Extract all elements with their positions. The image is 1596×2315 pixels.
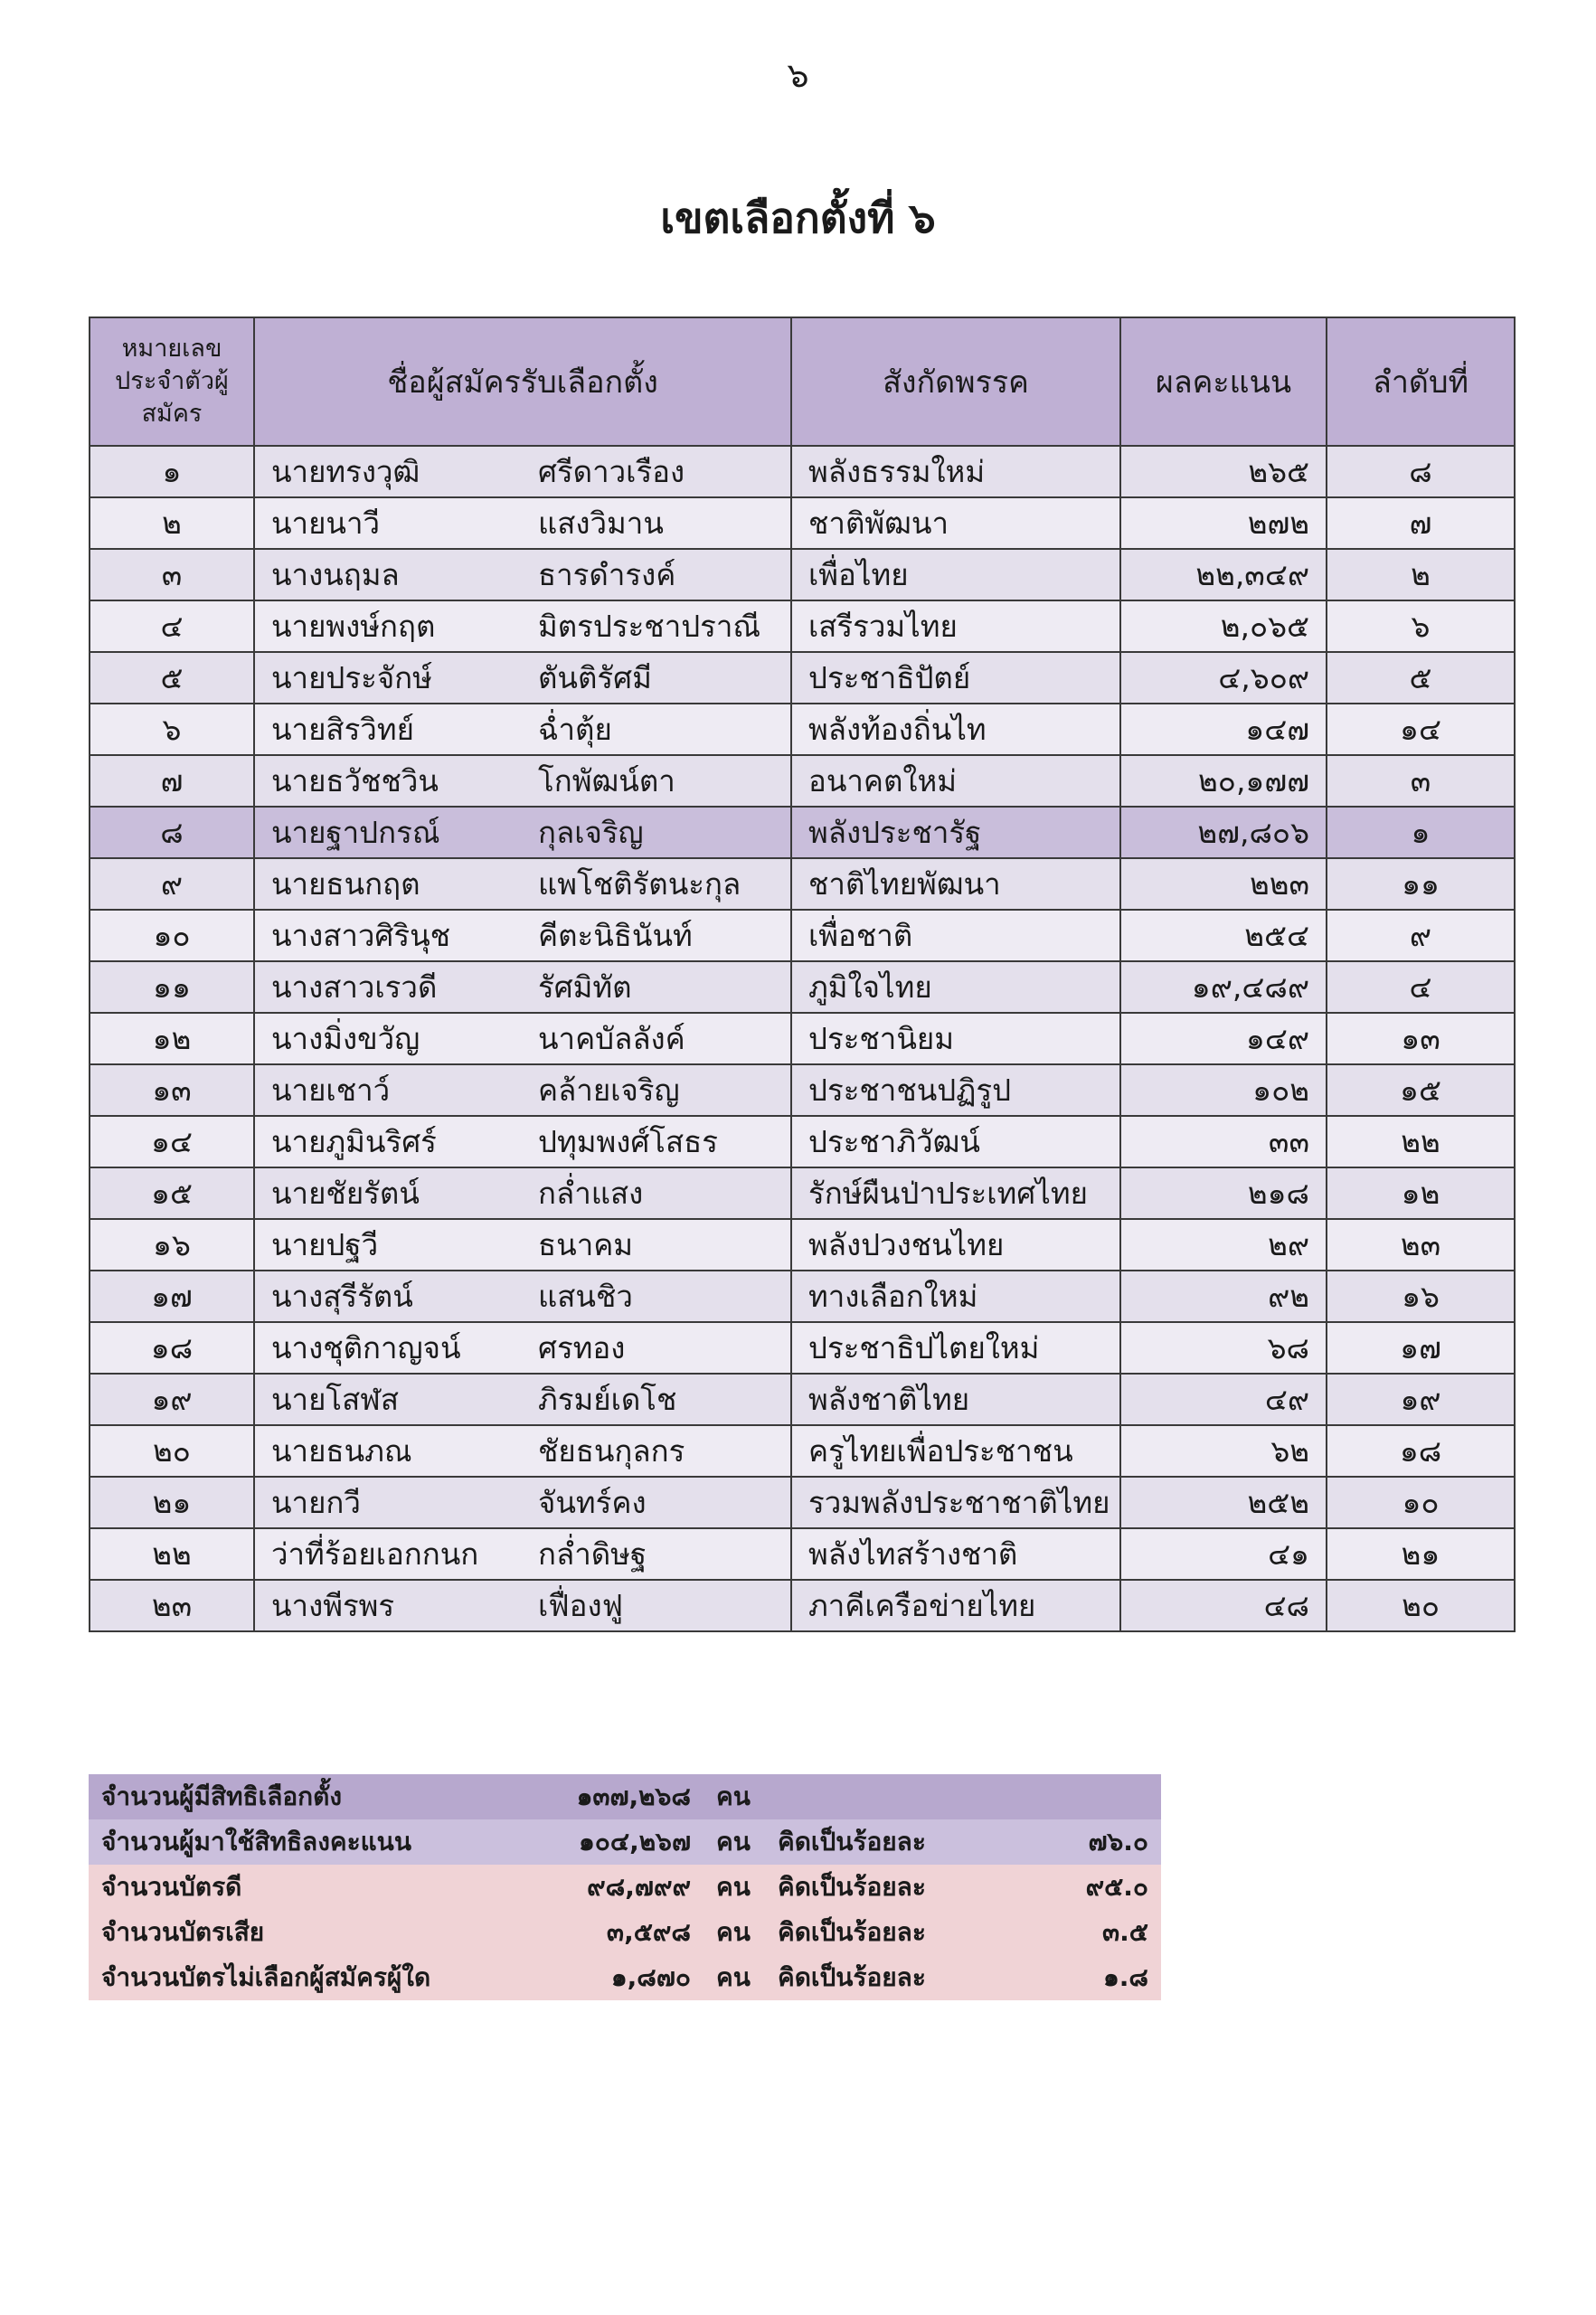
candidate-number: ๑๗ [90, 1271, 254, 1322]
vote-count: ๒๕๒ [1120, 1477, 1327, 1528]
summary-table [89, 1774, 1161, 2000]
rank: ๑๐ [1327, 1477, 1515, 1528]
rank: ๙ [1327, 910, 1515, 961]
summary-row [89, 1774, 1161, 1819]
candidate-surname: มิตรประชาปราณี [522, 600, 791, 652]
summary-percent-label [765, 1774, 986, 1819]
vote-count: ๓๓ [1120, 1116, 1327, 1167]
summary-percent [986, 1774, 1161, 1819]
candidate-number: ๗ [90, 755, 254, 807]
summary-value: ๑๓๗,๒๖๘ [519, 1774, 704, 1819]
vote-count: ๔๘ [1120, 1580, 1327, 1631]
summary-percent-label: คิดเป็นร้อยละ [765, 1955, 986, 2000]
candidate-surname: ธารดำรงค์ [522, 549, 791, 600]
party-name: เสรีรวมไทย [791, 600, 1120, 652]
table-row [90, 1322, 1515, 1374]
candidate-number: ๑๔ [90, 1116, 254, 1167]
table-row [90, 1167, 1515, 1219]
party-name: พลังประชารัฐ [791, 807, 1120, 858]
candidate-first-name: นายชัยรัตน์ [254, 1167, 522, 1219]
candidate-number: ๑ [90, 446, 254, 497]
candidate-surname: แพโชติรัตนะกุล [522, 858, 791, 910]
table-row [90, 1425, 1515, 1477]
candidate-first-name: นางสาวศิรินุช [254, 910, 522, 961]
candidate-first-name: นางสาวเรวดี [254, 961, 522, 1013]
summary-row [89, 1865, 1161, 1910]
candidate-surname: ปทุมพงศ์โสธร [522, 1116, 791, 1167]
table-row [90, 446, 1515, 497]
summary-percent: ๗๖.๐ [986, 1819, 1161, 1865]
results-table [89, 317, 1516, 1632]
candidate-first-name: นางสุรีรัตน์ [254, 1271, 522, 1322]
rank: ๑๑ [1327, 858, 1515, 910]
summary-label: จำนวนบัตรไม่เลือกผู้สมัครผู้ใด [89, 1955, 519, 2000]
vote-count: ๒,๐๖๕ [1120, 600, 1327, 652]
party-name: เพื่อไทย [791, 549, 1120, 600]
header-candidate-number: หมายเลขประจำตัวผู้สมัคร [90, 317, 254, 446]
vote-count: ๖๒ [1120, 1425, 1327, 1477]
candidate-first-name: นายฐาปกรณ์ [254, 807, 522, 858]
table-row [90, 549, 1515, 600]
party-name: เพื่อชาติ [791, 910, 1120, 961]
rank: ๑๕ [1327, 1064, 1515, 1116]
candidate-number: ๒๓ [90, 1580, 254, 1631]
candidate-surname: ธนาคม [522, 1219, 791, 1271]
vote-count: ๔,๖๐๙ [1120, 652, 1327, 704]
vote-count: ๑๙,๔๘๙ [1120, 961, 1327, 1013]
candidate-number: ๙ [90, 858, 254, 910]
table-row [90, 1271, 1515, 1322]
candidate-first-name: นายประจักษ์ [254, 652, 522, 704]
candidate-number: ๒๒ [90, 1528, 254, 1580]
vote-count: ๑๔๙ [1120, 1013, 1327, 1064]
candidate-number: ๑๙ [90, 1374, 254, 1425]
vote-count: ๒๒๓ [1120, 858, 1327, 910]
rank: ๑๗ [1327, 1322, 1515, 1374]
table-row [90, 961, 1515, 1013]
rank: ๖ [1327, 600, 1515, 652]
summary-unit: คน [704, 1865, 765, 1910]
candidate-number: ๕ [90, 652, 254, 704]
party-name: พลังท้องถิ่นไท [791, 704, 1120, 755]
party-name: พลังไทสร้างชาติ [791, 1528, 1120, 1580]
candidate-surname: ภิรมย์เดโช [522, 1374, 791, 1425]
vote-count: ๒๑๘ [1120, 1167, 1327, 1219]
summary-row [89, 1910, 1161, 1955]
candidate-surname: กล่ำแสง [522, 1167, 791, 1219]
rank: ๒๒ [1327, 1116, 1515, 1167]
candidate-number: ๖ [90, 704, 254, 755]
candidate-number: ๑๖ [90, 1219, 254, 1271]
header-party: สังกัดพรรค [791, 317, 1120, 446]
party-name: ประชาธิปไตยใหม่ [791, 1322, 1120, 1374]
vote-count: ๑๔๗ [1120, 704, 1327, 755]
summary-percent-label: คิดเป็นร้อยละ [765, 1865, 986, 1910]
vote-count: ๔๑ [1120, 1528, 1327, 1580]
header-votes: ผลคะแนน [1120, 317, 1327, 446]
header-rank: ลำดับที่ [1327, 317, 1515, 446]
rank: ๑ [1327, 807, 1515, 858]
party-name: ภาคีเครือข่ายไทย [791, 1580, 1120, 1631]
candidate-first-name: นายธวัชชวิน [254, 755, 522, 807]
candidate-first-name: นายทรงวุฒิ [254, 446, 522, 497]
party-name: ประชาธิปัตย์ [791, 652, 1120, 704]
table-row [90, 807, 1515, 858]
party-name: ภูมิใจไทย [791, 961, 1120, 1013]
rank: ๒๐ [1327, 1580, 1515, 1631]
candidate-number: ๒๐ [90, 1425, 254, 1477]
page-number: ๖ [787, 55, 809, 95]
summary-value: ๑,๘๗๐ [519, 1955, 704, 2000]
vote-count: ๖๘ [1120, 1322, 1327, 1374]
party-name: ชาติพัฒนา [791, 497, 1120, 549]
summary-value: ๑๐๔,๒๖๗ [519, 1819, 704, 1865]
candidate-surname: กล่ำดิษฐ [522, 1528, 791, 1580]
party-name: อนาคตใหม่ [791, 755, 1120, 807]
candidate-surname: ตันติรัศมี [522, 652, 791, 704]
summary-label: จำนวนบัตรเสีย [89, 1910, 519, 1955]
rank: ๓ [1327, 755, 1515, 807]
party-name: ทางเลือกใหม่ [791, 1271, 1120, 1322]
candidate-number: ๓ [90, 549, 254, 600]
candidate-first-name: นายโสฬส [254, 1374, 522, 1425]
candidate-number: ๑๘ [90, 1322, 254, 1374]
rank: ๑๓ [1327, 1013, 1515, 1064]
summary-percent-label: คิดเป็นร้อยละ [765, 1910, 986, 1955]
candidate-surname: จันทร์คง [522, 1477, 791, 1528]
results-body [90, 446, 1515, 1631]
party-name: รักษ์ผืนป่าประเทศไทย [791, 1167, 1120, 1219]
vote-count: ๙๒ [1120, 1271, 1327, 1322]
table-row [90, 1116, 1515, 1167]
candidate-number: ๑๕ [90, 1167, 254, 1219]
table-row [90, 1219, 1515, 1271]
table-row [90, 497, 1515, 549]
candidate-first-name: ว่าที่ร้อยเอกกนก [254, 1528, 522, 1580]
table-row [90, 1013, 1515, 1064]
table-row [90, 755, 1515, 807]
candidate-surname: นาคบัลลังค์ [522, 1013, 791, 1064]
table-row [90, 1580, 1515, 1631]
candidate-first-name: นายสิรวิทย์ [254, 704, 522, 755]
candidate-surname: ชัยธนกุลกร [522, 1425, 791, 1477]
candidate-number: ๑๑ [90, 961, 254, 1013]
summary-unit: คน [704, 1819, 765, 1865]
page-title: เขตเลือกตั้งที่ ๖ [660, 194, 936, 242]
candidate-number: ๘ [90, 807, 254, 858]
vote-count: ๒๗,๘๐๖ [1120, 807, 1327, 858]
party-name: ครูไทยเพื่อประชาชน [791, 1425, 1120, 1477]
candidate-surname: เฟื่องฟู [522, 1580, 791, 1631]
party-name: ประชาชนปฏิรูป [791, 1064, 1120, 1116]
candidate-first-name: นายพงษ์กฤต [254, 600, 522, 652]
party-name: พลังธรรมใหม่ [791, 446, 1120, 497]
table-row [90, 858, 1515, 910]
summary-label: จำนวนผู้มีสิทธิเลือกตั้ง [89, 1774, 519, 1819]
candidate-first-name: นางมิ่งขวัญ [254, 1013, 522, 1064]
candidate-first-name: นายปฐวี [254, 1219, 522, 1271]
table-row [90, 600, 1515, 652]
candidate-number: ๑๒ [90, 1013, 254, 1064]
candidate-first-name: นายธนกฤต [254, 858, 522, 910]
summary-unit: คน [704, 1774, 765, 1819]
rank: ๑๖ [1327, 1271, 1515, 1322]
table-row [90, 1064, 1515, 1116]
vote-count: ๒๐,๑๗๗ [1120, 755, 1327, 807]
summary-unit: คน [704, 1910, 765, 1955]
party-name: พลังชาติไทย [791, 1374, 1120, 1425]
candidate-surname: รัศมิทัต [522, 961, 791, 1013]
rank: ๘ [1327, 446, 1515, 497]
summary-percent: ๙๕.๐ [986, 1865, 1161, 1910]
party-name: รวมพลังประชาชาติไทย [791, 1477, 1120, 1528]
rank: ๑๔ [1327, 704, 1515, 755]
summary-body [89, 1774, 1161, 2000]
candidate-number: ๑๐ [90, 910, 254, 961]
vote-count: ๔๙ [1120, 1374, 1327, 1425]
table-row [90, 1528, 1515, 1580]
candidate-surname: ศรทอง [522, 1322, 791, 1374]
header-candidate-name: ชื่อผู้สมัครรับเลือกตั้ง [254, 317, 791, 446]
rank: ๒๑ [1327, 1528, 1515, 1580]
vote-count: ๒๕๔ [1120, 910, 1327, 961]
candidate-first-name: นายภูมินริศร์ [254, 1116, 522, 1167]
candidate-first-name: นางนฤมล [254, 549, 522, 600]
rank: ๗ [1327, 497, 1515, 549]
rank: ๑๘ [1327, 1425, 1515, 1477]
results-header-row [90, 317, 1515, 446]
candidate-surname: โกพัฒน์ตา [522, 755, 791, 807]
rank: ๒ [1327, 549, 1515, 600]
candidate-first-name: นายกวี [254, 1477, 522, 1528]
candidate-first-name: นางชุติกาญจน์ [254, 1322, 522, 1374]
party-name: ประชาภิวัฒน์ [791, 1116, 1120, 1167]
summary-percent-label: คิดเป็นร้อยละ [765, 1819, 986, 1865]
candidate-first-name: นายเชาว์ [254, 1064, 522, 1116]
party-name: ชาติไทยพัฒนา [791, 858, 1120, 910]
summary-percent: ๓.๕ [986, 1910, 1161, 1955]
summary-row [89, 1955, 1161, 2000]
candidate-surname: แสนชิว [522, 1271, 791, 1322]
rank: ๑๒ [1327, 1167, 1515, 1219]
party-name: พลังปวงชนไทย [791, 1219, 1120, 1271]
table-row [90, 652, 1515, 704]
rank: ๕ [1327, 652, 1515, 704]
summary-value: ๓,๕๙๘ [519, 1910, 704, 1955]
candidate-first-name: นางพีรพร [254, 1580, 522, 1631]
table-row [90, 910, 1515, 961]
vote-count: ๒๖๕ [1120, 446, 1327, 497]
table-row [90, 1477, 1515, 1528]
vote-count: ๒๙ [1120, 1219, 1327, 1271]
table-row [90, 704, 1515, 755]
vote-count: ๒๗๒ [1120, 497, 1327, 549]
candidate-first-name: นายธนภณ [254, 1425, 522, 1477]
candidate-first-name: นายนาวี [254, 497, 522, 549]
candidate-surname: ศรีดาวเรือง [522, 446, 791, 497]
candidate-surname: กุลเจริญ [522, 807, 791, 858]
candidate-number: ๑๓ [90, 1064, 254, 1116]
candidate-surname: คีตะนิธินันท์ [522, 910, 791, 961]
candidate-number: ๔ [90, 600, 254, 652]
summary-row [89, 1819, 1161, 1865]
summary-value: ๙๘,๗๙๙ [519, 1865, 704, 1910]
candidate-surname: คล้ายเจริญ [522, 1064, 791, 1116]
vote-count: ๒๒,๓๔๙ [1120, 549, 1327, 600]
candidate-number: ๒ [90, 497, 254, 549]
summary-label: จำนวนบัตรดี [89, 1865, 519, 1910]
rank: ๒๓ [1327, 1219, 1515, 1271]
candidate-surname: แสงวิมาน [522, 497, 791, 549]
summary-unit: คน [704, 1955, 765, 2000]
rank: ๑๙ [1327, 1374, 1515, 1425]
candidate-surname: ฉ่ำตุ้ย [522, 704, 791, 755]
summary-label: จำนวนผู้มาใช้สิทธิลงคะแนน [89, 1819, 519, 1865]
table-row [90, 1374, 1515, 1425]
rank: ๔ [1327, 961, 1515, 1013]
vote-count: ๑๐๒ [1120, 1064, 1327, 1116]
party-name: ประชานิยม [791, 1013, 1120, 1064]
candidate-number: ๒๑ [90, 1477, 254, 1528]
summary-percent: ๑.๘ [986, 1955, 1161, 2000]
